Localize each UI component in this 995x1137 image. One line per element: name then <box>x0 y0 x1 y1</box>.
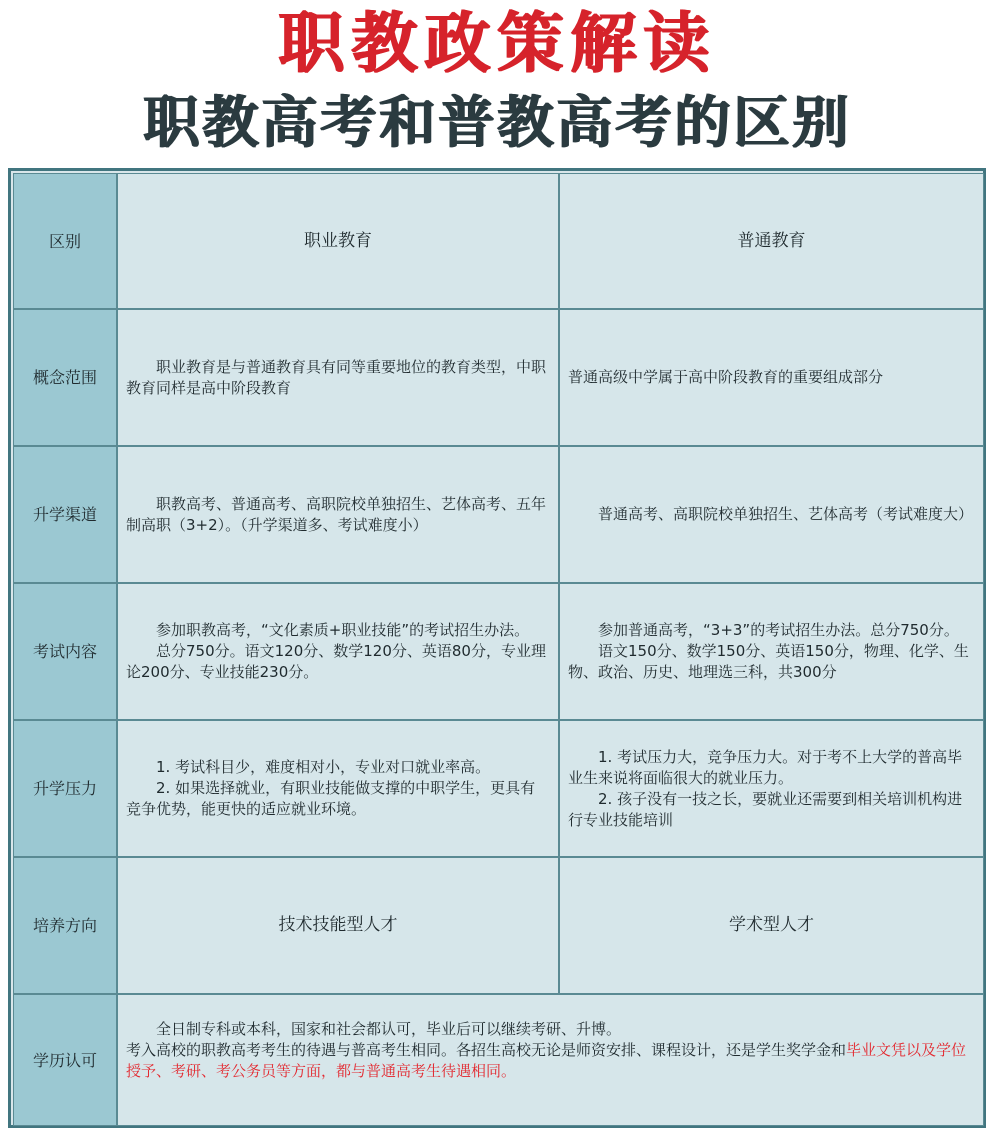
concept-general <box>559 309 984 446</box>
channels-general-text: 普通高考、高职院校单独招生、艺体高考（考试难度大） <box>598 505 974 523</box>
channels-vocational <box>117 446 559 583</box>
page-subtitle: 职教高考和普教高考的区别 <box>143 91 852 156</box>
page-title: 职教政策解读 <box>278 5 717 82</box>
row-label-channels: 升学渠道 <box>13 446 117 583</box>
exam-general-text-1: 参加普通高考，“3+3”的考试招生办法。总分750分。 <box>598 621 959 639</box>
recognition-text-2-normal: 考入高校的职教高考考生的待遇与普高考生相同。各招生高校无论是师资安排、课程设计，还是学生奖学金和 <box>126 1041 847 1059</box>
channels-vocational-text: 职教高考、普通高考、高职院校单独招生、艺体高考、五年制高职（3+2）。（升学渠道多、考试难度小） <box>126 494 547 534</box>
row-label-pressure: 升学压力 <box>13 720 117 857</box>
pressure-vocational-text-1: 1. 考试科目少，难度相对小，专业对口就业率高。 <box>156 758 491 776</box>
exam-vocational <box>117 583 559 720</box>
pressure-general-text-2: 2. 孩子没有一技之长，要就业还需要到相关培训机构进行专业技能培训 <box>568 789 963 829</box>
channels-general <box>559 446 984 583</box>
header-category: 区别 <box>13 173 117 309</box>
recognition-content <box>117 994 984 1126</box>
row-label-recognition: 学历认可 <box>13 994 117 1126</box>
direction-vocational: 技术技能型人才 <box>117 857 559 994</box>
header-general: 普通教育 <box>559 173 984 309</box>
row-label-direction: 培养方向 <box>13 857 117 994</box>
exam-vocational-text-1: 参加职教高考，“文化素质+职业技能”的考试招生办法。 <box>156 621 530 639</box>
header-vocational: 职业教育 <box>117 173 559 309</box>
direction-general: 学术型人才 <box>559 857 984 994</box>
exam-general-text-2: 语文150分、数学150分、英语150分，物理、化学、生物、政治、历史、地理选三科，共300分 <box>568 642 969 681</box>
row-label-exam: 考试内容 <box>13 583 117 720</box>
concept-vocational-text: 职业教育是与普通教育具有同等重要地位的教育类型，中职教育同样是高中阶段教育 <box>126 357 547 397</box>
pressure-vocational <box>117 720 559 857</box>
concept-vocational <box>117 309 559 446</box>
comparison-table <box>8 168 986 1128</box>
recognition-text-2 <box>126 1040 973 1082</box>
exam-general <box>559 583 984 720</box>
recognition-text-2-highlight: 毕业文凭以及学位授予、考研、考公务员等方面，都与普通高考生待遇相同。 <box>126 1041 967 1080</box>
pressure-general-text-1: 1. 考试压力大，竞争压力大。对于考不上大学的普高毕业生来说将面临很大的就业压力。 <box>568 747 963 787</box>
recognition-text-1: 全日制专科或本科，国家和社会都认可，毕业后可以继续考研、升博。 <box>156 1020 622 1038</box>
pressure-vocational-text-2: 2. 如果选择就业，有职业技能做支撑的中职学生，更具有竞争优势，能更快的适应就业环境。 <box>126 779 536 818</box>
concept-general-text: 普通高级中学属于高中阶段教育的重要组成部分 <box>568 368 884 386</box>
pressure-general <box>559 720 984 857</box>
exam-vocational-text-2: 总分750分。语文120分、数学120分、英语80分，专业理论200分、专业技能230分。 <box>126 642 546 681</box>
row-label-concept: 概念范围 <box>13 309 117 446</box>
